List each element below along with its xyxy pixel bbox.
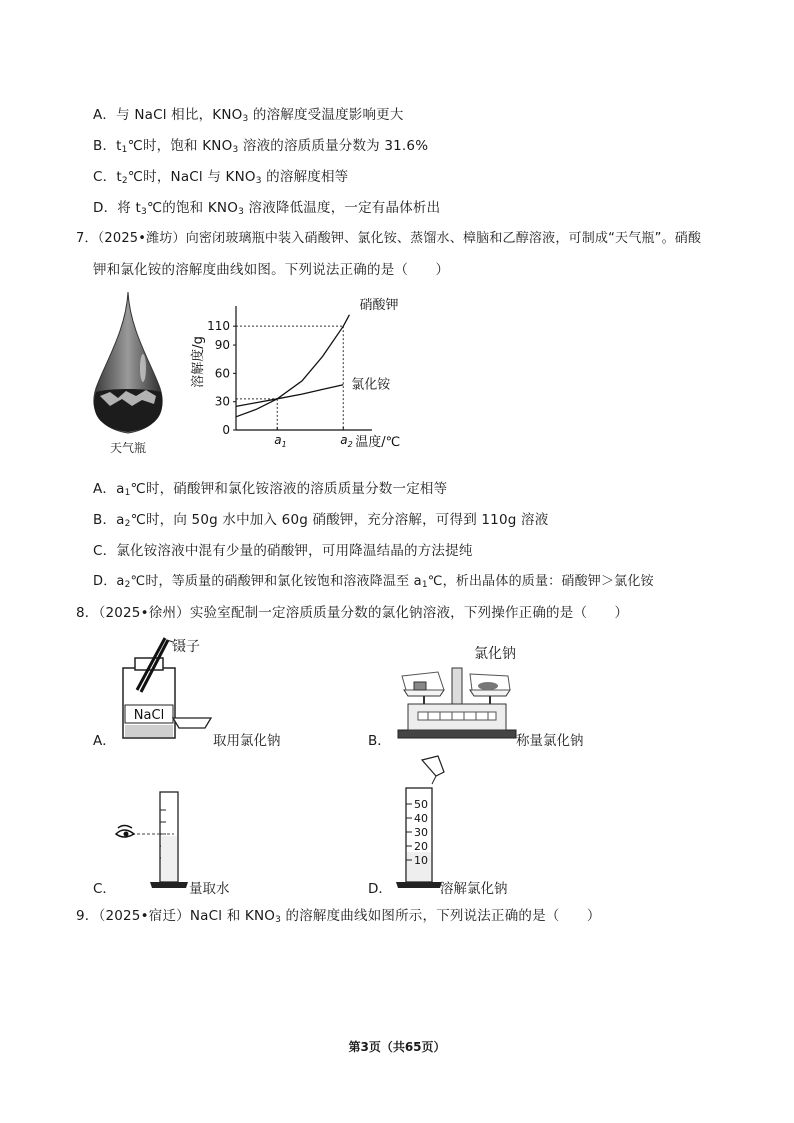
solubility-chart xyxy=(188,292,401,462)
cylinder-c-base xyxy=(150,882,188,888)
weather-bottle-figure xyxy=(88,288,168,458)
q8-a-caption: 取用氯化钠 xyxy=(213,733,281,749)
q8-c-caption: 量取水 xyxy=(189,881,230,897)
y-tick-label: 60 xyxy=(214,366,230,381)
q8-d-caption: 溶解氯化钠 xyxy=(440,881,508,897)
q7-option-b: B．$a_2℃$时，向 50g 水中加入 60g 硝酸钾，充分溶解，可得到 110g 溶液 xyxy=(93,512,549,529)
q6-option-c: C．$t_2℃$时，NaCl 与 $KNO_3$ 的溶解度相等 xyxy=(93,169,349,186)
q8-b-letter: B． xyxy=(368,733,391,749)
q7-option-d: D．$a_2℃$时，等质量的硝酸钾和氯化铵饱和溶液降温至 $a_1℃$，析出晶体的质量：硝酸钾＞氯化铵 xyxy=(93,574,654,590)
y-tick-label: 90 xyxy=(214,338,230,353)
y-axis-title: 溶解度/g xyxy=(191,336,206,388)
balance-left-pan xyxy=(404,690,444,696)
q8-stem: 8．（2025•徐州）实验室配制一定溶质质量分数的氯化钠溶液，下列操作正确的是（ ） xyxy=(76,605,629,621)
balance-figure xyxy=(394,660,520,742)
q8-d-letter: D． xyxy=(368,881,392,897)
dissolving-cylinder-figure xyxy=(392,756,472,892)
y-tick-label: 30 xyxy=(214,394,230,409)
series-label-1: 氯化铵 xyxy=(351,377,391,393)
y-tick-label: 0 xyxy=(222,423,230,437)
paper-funnel xyxy=(422,756,444,776)
q7-stem-line2: 钾和氯化铵的溶解度曲线如图。下列说法正确的是（ ） xyxy=(93,262,450,278)
page-footer: 第3页（共65页） xyxy=(348,1040,446,1054)
q6-option-b: B．$t_1℃$时，饱和 $KNO_3$ 溶液的溶质质量分数为 31.6% xyxy=(93,138,429,155)
bottle-highlight xyxy=(140,354,146,382)
series-label-0: 硝酸钾 xyxy=(359,297,399,313)
cylinder-c-water xyxy=(161,836,177,881)
cylinder-mark-label: 50 xyxy=(414,798,428,811)
x-tick-label: $a_2$ xyxy=(340,433,353,449)
x-axis-title: 温度/℃ xyxy=(355,435,401,450)
bottle-salt xyxy=(125,725,173,737)
q7-option-c: C．氯化铵溶液中混有少量的硝酸钾，可用降温结晶的方法提纯 xyxy=(93,543,473,559)
salt-heap xyxy=(478,682,498,690)
q8-a-letter: A． xyxy=(93,733,116,749)
q9-stem: 9．（2025•宿迁）NaCl 和 $KNO_3$ 的溶解度曲线如图所示，下列说法正确的是（ ） xyxy=(76,908,601,925)
balance-right-pan xyxy=(470,690,510,696)
tweezer-label: 镊子 xyxy=(172,639,200,655)
q7-option-a: A．$a_1℃$时，硝酸钾和氯化铵溶液的溶质质量分数一定相等 xyxy=(93,481,448,498)
bottle-label: 天气瓶 xyxy=(109,441,147,455)
balance-top-label: 氯化钠 xyxy=(474,646,516,662)
series-line-1 xyxy=(236,385,343,407)
q6-option-a: A．与 NaCl 相比，$KNO_3$ 的溶解度受温度影响更大 xyxy=(93,107,404,124)
q7-stem-line1: 7．（2025•潍坊）向密闭玻璃瓶中装入硝酸钾、氯化铵、蒸馏水、樟脑和乙醇溶液，可制成“天气瓶”。硝酸 xyxy=(76,231,702,246)
q8-b-caption: 称量氯化钠 xyxy=(516,733,584,749)
balance-base xyxy=(398,730,516,738)
x-tick-label: $a_1$ xyxy=(274,433,287,449)
weight-block xyxy=(414,682,426,690)
series-line-0 xyxy=(236,315,349,417)
balance-pillar xyxy=(452,668,462,704)
q6-option-d: D．将 $t_3℃$的饱和 $KNO_3$ 溶液降低温度，一定有晶体析出 xyxy=(93,200,441,217)
measuring-cylinder-eye-figure xyxy=(110,790,190,892)
bottle-nacl-text: NaCl xyxy=(133,708,165,723)
weighing-dish xyxy=(173,718,211,728)
cylinder-mark-label: 40 xyxy=(414,812,428,825)
y-tick-label: 110 xyxy=(207,319,230,334)
cylinder-mark-label: 30 xyxy=(414,826,428,839)
tweezer-bottle-figure xyxy=(115,632,225,744)
q8-c-letter: C． xyxy=(93,881,116,897)
cylinder-d-base xyxy=(396,882,442,888)
cylinder-mark-label: 10 xyxy=(414,854,428,867)
balance-scale-bar xyxy=(418,712,496,720)
cylinder-mark-label: 20 xyxy=(414,840,428,853)
